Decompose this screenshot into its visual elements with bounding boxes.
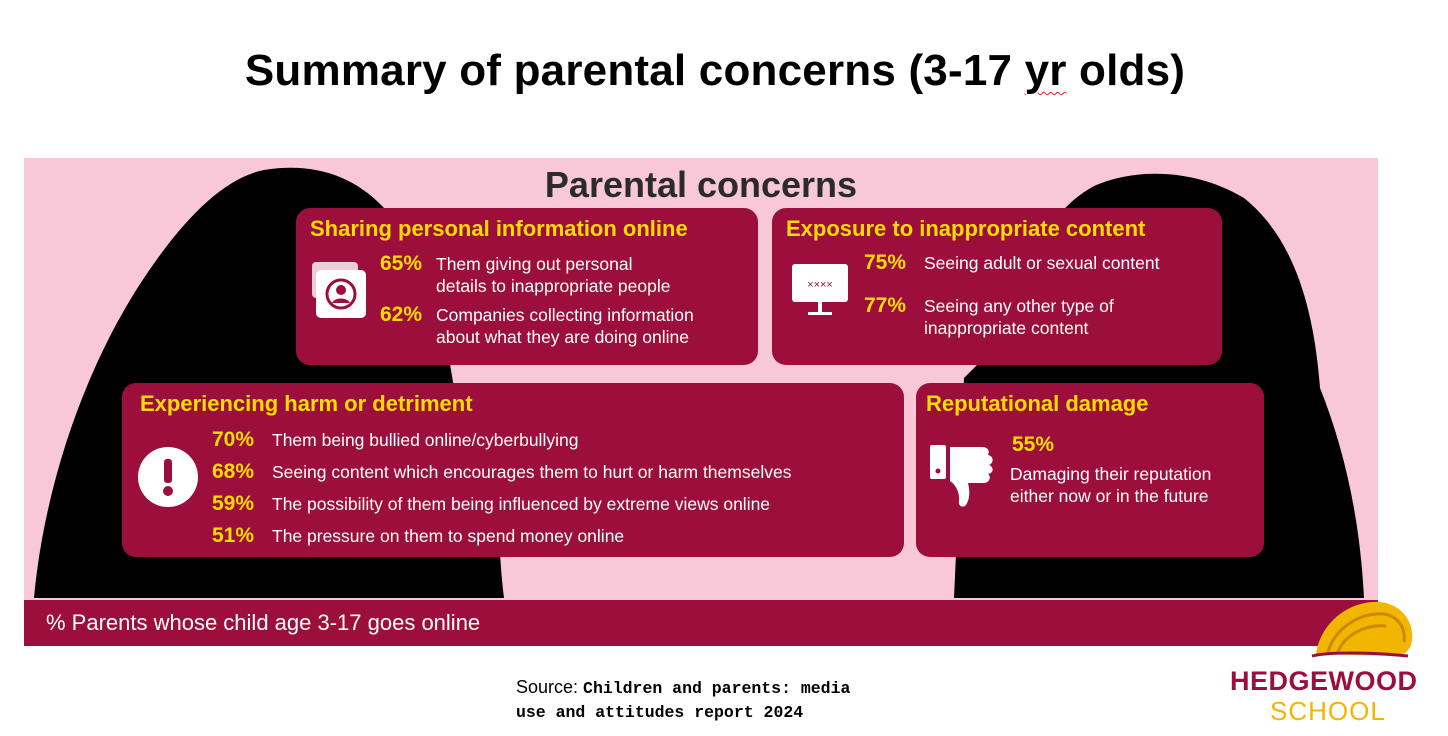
monitor-icon: [790, 262, 852, 320]
stat-line: Companies collecting information: [436, 305, 694, 325]
source-citation: [516, 676, 850, 724]
source-title: Children and parents: media: [583, 679, 851, 698]
stat-text: [436, 304, 694, 348]
panel-sharing: [296, 208, 758, 365]
panel-harm: [122, 383, 904, 557]
title-end: olds): [1066, 46, 1186, 95]
stat-pct: 62%: [380, 303, 423, 326]
footer-bar: [24, 600, 1378, 646]
stat-line: Them giving out personal: [436, 254, 633, 274]
stat-line: Damaging their reputation: [1010, 464, 1212, 484]
footer-text: % Parents whose child age 3-17 goes online: [46, 610, 481, 635]
stat-pct: 75%: [864, 251, 907, 274]
infographic-heading: Parental concerns: [544, 164, 858, 205]
infographic: [24, 158, 1378, 646]
panel-reputation: [916, 383, 1264, 557]
stat-pct: 51%: [212, 524, 255, 547]
stat-pct: 55%: [1012, 433, 1055, 456]
stat-text: [924, 252, 1159, 274]
stat-text: [1010, 463, 1211, 507]
stat-text: [436, 253, 670, 297]
panel-title: Reputational damage: [926, 391, 1149, 416]
stat-text: The possibility of them being influenced by extreme views online: [272, 494, 771, 514]
slide-title: [0, 46, 1430, 96]
stat-text: The pressure on them to spend money online: [272, 526, 625, 546]
school-logo: [1226, 594, 1440, 730]
stat-line: Seeing any other type of: [924, 296, 1114, 316]
stat-pct: 70%: [212, 428, 255, 451]
stat-pct: 59%: [212, 492, 255, 515]
panel-exposure: [772, 208, 1222, 365]
stat-line: details to inappropriate people: [436, 276, 671, 296]
title-text: Summary of parental concerns (3-17: [244, 46, 1025, 95]
stat-line: Seeing adult or sexual content: [924, 253, 1160, 273]
source-label: Source:: [516, 677, 584, 697]
title-yr: yr: [1024, 46, 1067, 95]
thumbs-down-icon: [928, 439, 1000, 511]
stat-text: Seeing content which encourages them to hurt or harm themselves: [272, 462, 792, 482]
panel-title: Sharing personal information online: [310, 216, 688, 241]
panel-title: Experiencing harm or detriment: [140, 391, 473, 416]
logo-subtitle: SCHOOL: [1270, 696, 1386, 726]
panel-title: Exposure to inappropriate content: [786, 216, 1146, 241]
folder-person-icon: [308, 256, 372, 324]
hedgehog-icon: [1308, 594, 1418, 658]
stat-line: either now or in the future: [1010, 486, 1209, 506]
stat-pct: 65%: [380, 252, 423, 275]
exclamation-icon: [136, 445, 200, 509]
source-title: use and attitudes report 2024: [516, 703, 804, 722]
stat-line: inappropriate content: [924, 318, 1089, 338]
stat-pct: 68%: [212, 460, 255, 483]
screen-text: ××××: [807, 279, 833, 291]
logo-name: HEDGEWOOD: [1230, 666, 1418, 696]
stat-line: about what they are doing online: [436, 327, 689, 347]
stat-text: Them being bullied online/cyberbullying: [272, 430, 579, 450]
stat-text: [924, 295, 1114, 339]
stat-pct: 77%: [864, 294, 907, 317]
